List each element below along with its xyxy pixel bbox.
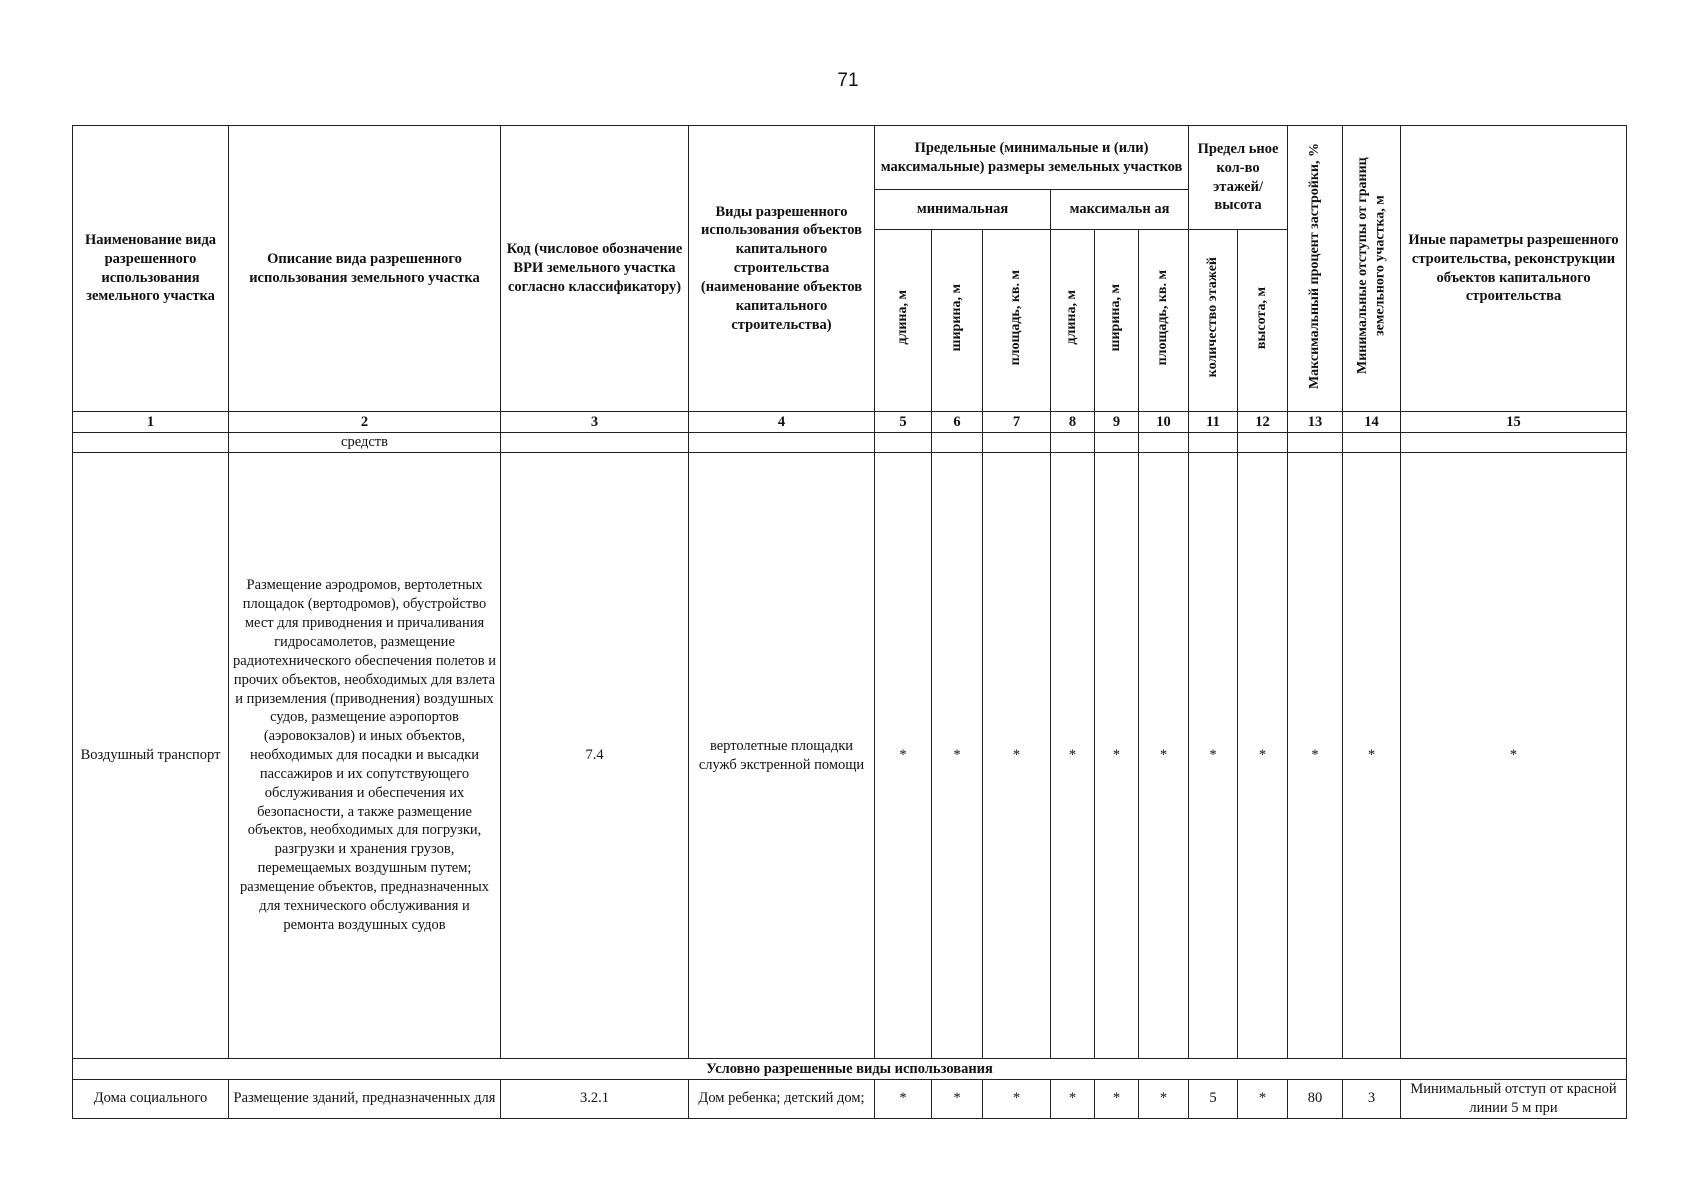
header-length-min-text: длина, м bbox=[894, 290, 910, 345]
header-floors-text: количество этажей bbox=[1204, 257, 1220, 378]
header-floors bbox=[1189, 230, 1238, 412]
header-other: Иные параметры разрешенного строительства, реконструкции объектов капитального строительства bbox=[1401, 126, 1627, 412]
column-number: 10 bbox=[1139, 412, 1189, 433]
value-length-min: * bbox=[875, 1080, 932, 1119]
header-width-max bbox=[1095, 230, 1139, 412]
header-area-min-text: площадь, кв. м bbox=[1008, 269, 1024, 366]
header-height-text: высота, м bbox=[1254, 286, 1270, 349]
header-size-group: Предельные (минимальные и (или) максимальные) размеры земельных участков bbox=[875, 126, 1189, 190]
header-code: Код (числовое обозначение ВРИ земельного участка согласно классификатору) bbox=[501, 126, 689, 412]
value-length-min: * bbox=[875, 453, 932, 1059]
column-number: 8 bbox=[1051, 412, 1095, 433]
value-width-min: * bbox=[932, 453, 983, 1059]
header-min-indent-text: Минимальные отступы от границ земельного участка, м bbox=[1355, 157, 1388, 374]
header-max-percent-text: Максимальный процент застройки, % bbox=[1307, 142, 1323, 389]
column-number: 7 bbox=[983, 412, 1051, 433]
section-title: Условно разрешенные виды использования bbox=[73, 1059, 1627, 1080]
table-cell bbox=[875, 433, 932, 453]
header-maximal: максимальн ая bbox=[1051, 190, 1189, 230]
value-area-min: * bbox=[983, 1080, 1051, 1119]
table-cell bbox=[1139, 433, 1189, 453]
column-number: 5 bbox=[875, 412, 932, 433]
column-number: 13 bbox=[1288, 412, 1343, 433]
header-minimal: минимальная bbox=[875, 190, 1051, 230]
header-area-max-text: площадь, кв. м bbox=[1155, 269, 1171, 366]
row-code: 3.2.1 bbox=[501, 1080, 689, 1119]
header-floors-group: Предел ьное кол-во этажей/ высота bbox=[1189, 126, 1288, 230]
value-max-percent: 80 bbox=[1288, 1080, 1343, 1119]
row-name: Дома социального bbox=[73, 1080, 229, 1119]
table-cell bbox=[932, 433, 983, 453]
header-length-max-text: длина, м bbox=[1064, 290, 1080, 345]
header-description: Описание вида разрешенного использования земельного участка bbox=[229, 126, 501, 412]
table-cell bbox=[1189, 433, 1238, 453]
header-height bbox=[1238, 230, 1288, 412]
value-length-max: * bbox=[1051, 1080, 1095, 1119]
value-length-max: * bbox=[1051, 453, 1095, 1059]
continuation-text: средств bbox=[229, 433, 501, 453]
row-description: Размещение аэродромов, вертолетных площадок (вертодромов), обустройство мест для приводнения и причаливания гидросамолетов, размещение радиотехнического обеспечения полетов и прочих объектов, необходимых для взлета и приземления (приводнения) воздушных судов, размещение аэропортов (аэровокзалов) и иных объектов, необходимых для посадки и высадки пассажиров и их сопутствующего обслуживания и обеспечения их безопасности, а также размещение объектов, необходимых для погрузки, разгрузки и хранения грузов, перемещаемых воздушным путем; размещение объектов, предназначенных для технического обслуживания и ремонта воздушных судов bbox=[229, 453, 501, 1059]
column-number: 9 bbox=[1095, 412, 1139, 433]
row-objects: вертолетные площадки служб экстренной помощи bbox=[689, 453, 875, 1059]
value-area-max: * bbox=[1139, 1080, 1189, 1119]
header-row bbox=[73, 126, 1627, 190]
value-height: * bbox=[1238, 453, 1288, 1059]
value-width-min: * bbox=[932, 1080, 983, 1119]
row-objects: Дом ребенка; детский дом; bbox=[689, 1080, 875, 1119]
table-row-social-homes bbox=[73, 1080, 1627, 1119]
table-cell bbox=[689, 433, 875, 453]
table-cell bbox=[1288, 433, 1343, 453]
header-length-min bbox=[875, 230, 932, 412]
value-area-min: * bbox=[983, 453, 1051, 1059]
zoning-regulations-table bbox=[72, 125, 1627, 1119]
page-number: 71 bbox=[837, 70, 859, 91]
value-max-percent: * bbox=[1288, 453, 1343, 1059]
column-number-row bbox=[73, 412, 1627, 433]
table-cell bbox=[1238, 433, 1288, 453]
table-cell bbox=[1401, 433, 1627, 453]
column-number: 11 bbox=[1189, 412, 1238, 433]
row-code: 7.4 bbox=[501, 453, 689, 1059]
header-objects: Виды разрешенного использования объектов капитального строительства (наименование объектов капитального строительства) bbox=[689, 126, 875, 412]
continuation-row bbox=[73, 433, 1627, 453]
column-number: 1 bbox=[73, 412, 229, 433]
value-min-indent: * bbox=[1343, 453, 1401, 1059]
table-cell bbox=[501, 433, 689, 453]
column-number: 4 bbox=[689, 412, 875, 433]
row-name: Воздушный транспорт bbox=[73, 453, 229, 1059]
header-width-max-text: ширина, м bbox=[1108, 283, 1124, 352]
column-number: 3 bbox=[501, 412, 689, 433]
header-max-percent bbox=[1288, 126, 1343, 412]
value-min-indent: 3 bbox=[1343, 1080, 1401, 1119]
value-height: * bbox=[1238, 1080, 1288, 1119]
header-area-min bbox=[983, 230, 1051, 412]
value-other: * bbox=[1401, 453, 1627, 1059]
table-cell bbox=[1051, 433, 1095, 453]
value-width-max: * bbox=[1095, 1080, 1139, 1119]
header-width-min-text: ширина, м bbox=[948, 283, 964, 352]
header-length-max bbox=[1051, 230, 1095, 412]
value-floors: 5 bbox=[1189, 1080, 1238, 1119]
column-number: 6 bbox=[932, 412, 983, 433]
header-name: Наименование вида разрешенного использования земельного участка bbox=[73, 126, 229, 412]
value-area-max: * bbox=[1139, 453, 1189, 1059]
column-number: 14 bbox=[1343, 412, 1401, 433]
table-cell bbox=[1343, 433, 1401, 453]
table-cell bbox=[983, 433, 1051, 453]
value-floors: * bbox=[1189, 453, 1238, 1059]
value-other: Минимальный отступ от красной линии 5 м при bbox=[1401, 1080, 1627, 1119]
section-row bbox=[73, 1059, 1627, 1080]
header-width-min bbox=[932, 230, 983, 412]
table-row-air-transport bbox=[73, 453, 1627, 1059]
table-cell bbox=[73, 433, 229, 453]
value-width-max: * bbox=[1095, 453, 1139, 1059]
column-number: 12 bbox=[1238, 412, 1288, 433]
row-description: Размещение зданий, предназначенных для bbox=[229, 1080, 501, 1119]
header-min-indent bbox=[1343, 126, 1401, 412]
header-area-max bbox=[1139, 230, 1189, 412]
column-number: 15 bbox=[1401, 412, 1627, 433]
table-cell bbox=[1095, 433, 1139, 453]
column-number: 2 bbox=[229, 412, 501, 433]
